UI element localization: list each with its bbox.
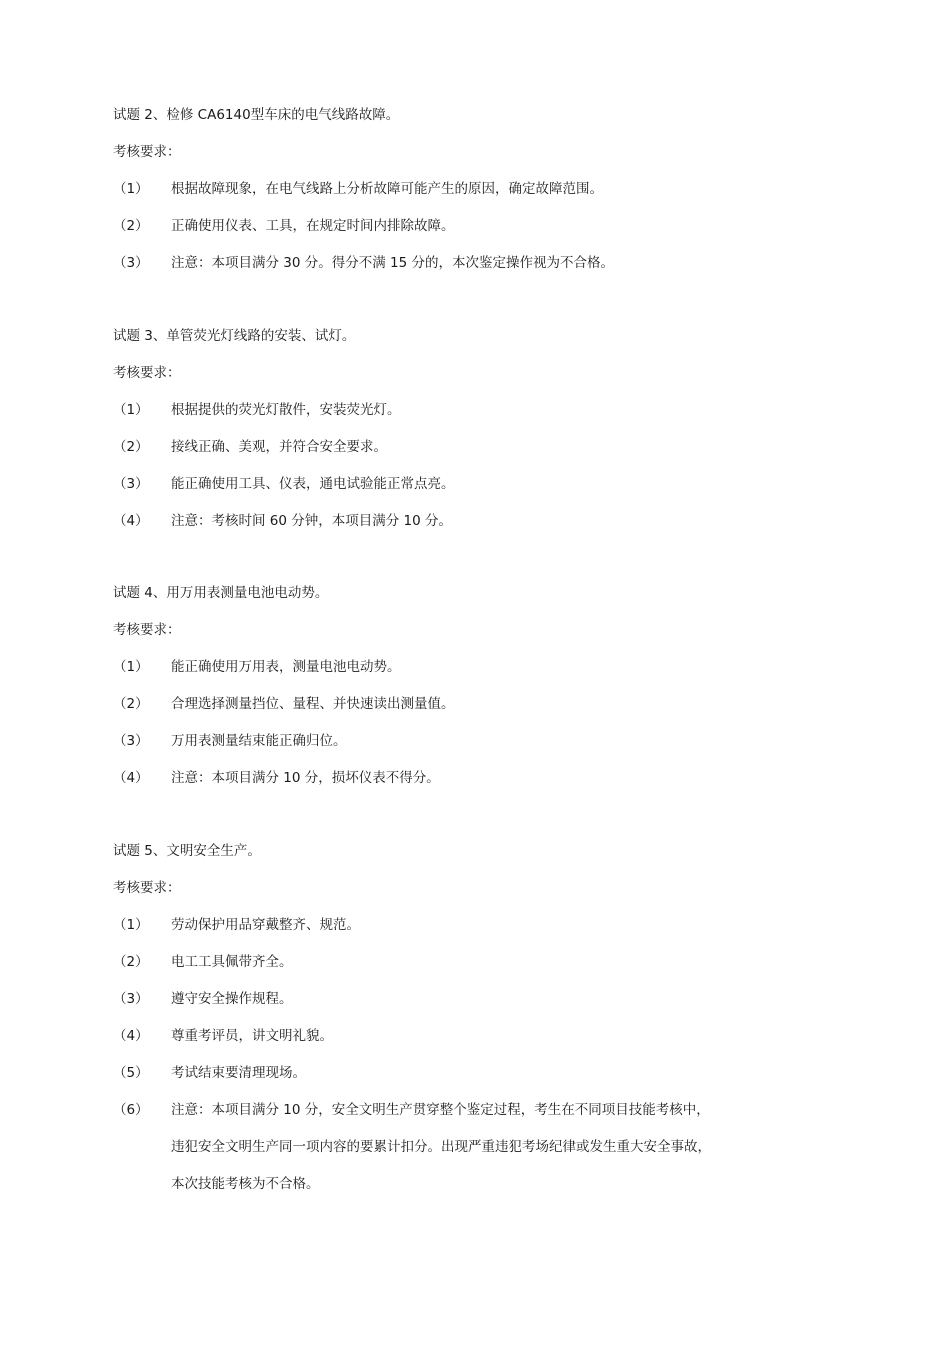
list-item: [113, 723, 813, 760]
item-text: 能正确使用工具、仪表，通电试验能正常点亮。: [171, 476, 455, 492]
exam-section-4: [113, 575, 813, 797]
item-text: 注意：本项目满分 30 分。得分不满 15 分的，本次鉴定操作视为不合格。: [171, 255, 615, 271]
item-number: （1）: [113, 917, 149, 933]
list-item: [113, 981, 813, 1018]
list-item: [113, 503, 813, 540]
item-number: （4）: [113, 1028, 149, 1044]
item-text: 根据故障现象，在电气线路上分析故障可能产生的原因，确定故障范围。: [171, 181, 603, 197]
list-item: [113, 392, 813, 429]
item-text-continuation: 违犯安全文明生产同一项内容的要累计扣分。出现严重违犯考场纪律或发生重大安全事故，: [171, 1139, 711, 1155]
item-text: 注意：本项目满分 10 分，安全文明生产贯穿整个鉴定过程，考生在不同项目技能考核中，: [171, 1102, 710, 1118]
item-text: 根据提供的荧光灯散件，安装荧光灯。: [171, 402, 401, 418]
requirements-label: 考核要求：: [113, 880, 181, 896]
item-text: 注意：本项目满分 10 分，损坏仪表不得分。: [171, 770, 440, 786]
item-text: 尊重考评员，讲文明礼貌。: [171, 1028, 333, 1044]
requirements-label: 考核要求：: [113, 144, 181, 160]
list-item: [113, 1018, 813, 1055]
item-number: （4）: [113, 770, 149, 786]
item-text: 电工工具佩带齐全。: [171, 954, 293, 970]
exam-section-5: [113, 833, 813, 1203]
item-number: （2）: [113, 439, 149, 455]
item-number: （2）: [113, 696, 149, 712]
item-number: （3）: [113, 733, 149, 749]
list-item: [113, 1055, 813, 1092]
item-number: （2）: [113, 218, 149, 234]
item-text: 能正确使用万用表，测量电池电动势。: [171, 659, 401, 675]
list-item: [113, 171, 813, 208]
list-item: [113, 208, 813, 245]
list-item: [113, 649, 813, 686]
list-item: [113, 760, 813, 797]
list-item: [113, 466, 813, 503]
item-number: （2）: [113, 954, 149, 970]
item-number: （6）: [113, 1102, 149, 1118]
item-text: 劳动保护用品穿戴整齐、规范。: [171, 917, 360, 933]
list-item: [113, 1092, 813, 1129]
item-number: （5）: [113, 1065, 149, 1081]
section-title: 试题 5、文明安全生产。: [113, 843, 261, 859]
exam-section-2: [113, 97, 813, 282]
section-title: 试题 4、用万用表测量电池电动势。: [113, 585, 329, 601]
item-number: （1）: [113, 181, 149, 197]
exam-section-3: [113, 318, 813, 540]
item-text: 万用表测量结束能正确归位。: [171, 733, 347, 749]
item-text: 正确使用仪表、工具，在规定时间内排除故障。: [171, 218, 455, 234]
list-item: [113, 686, 813, 723]
section-title: 试题 2、检修 CA6140型车床的电气线路故障。: [113, 107, 400, 123]
item-number: （3）: [113, 255, 149, 271]
item-text: 遵守安全操作规程。: [171, 991, 293, 1007]
requirements-label: 考核要求：: [113, 365, 181, 381]
list-item: [113, 429, 813, 466]
requirements-label: 考核要求：: [113, 622, 181, 638]
list-item: [113, 907, 813, 944]
list-item: [113, 944, 813, 981]
item-text: 接线正确、美观，并符合安全要求。: [171, 439, 387, 455]
item-text-continuation: 本次技能考核为不合格。: [171, 1176, 320, 1192]
item-number: （3）: [113, 991, 149, 1007]
item-text: 考试结束要清理现场。: [171, 1065, 306, 1081]
list-item: [113, 245, 813, 282]
item-number: （3）: [113, 476, 149, 492]
item-number: （1）: [113, 659, 149, 675]
item-text: 注意：考核时间 60 分钟，本项目满分 10 分。: [171, 513, 453, 529]
item-number: （1）: [113, 402, 149, 418]
item-text: 合理选择测量挡位、量程、并快速读出测量值。: [171, 696, 455, 712]
item-number: （4）: [113, 513, 149, 529]
section-title: 试题 3、单管荧光灯线路的安装、试灯。: [113, 328, 356, 344]
